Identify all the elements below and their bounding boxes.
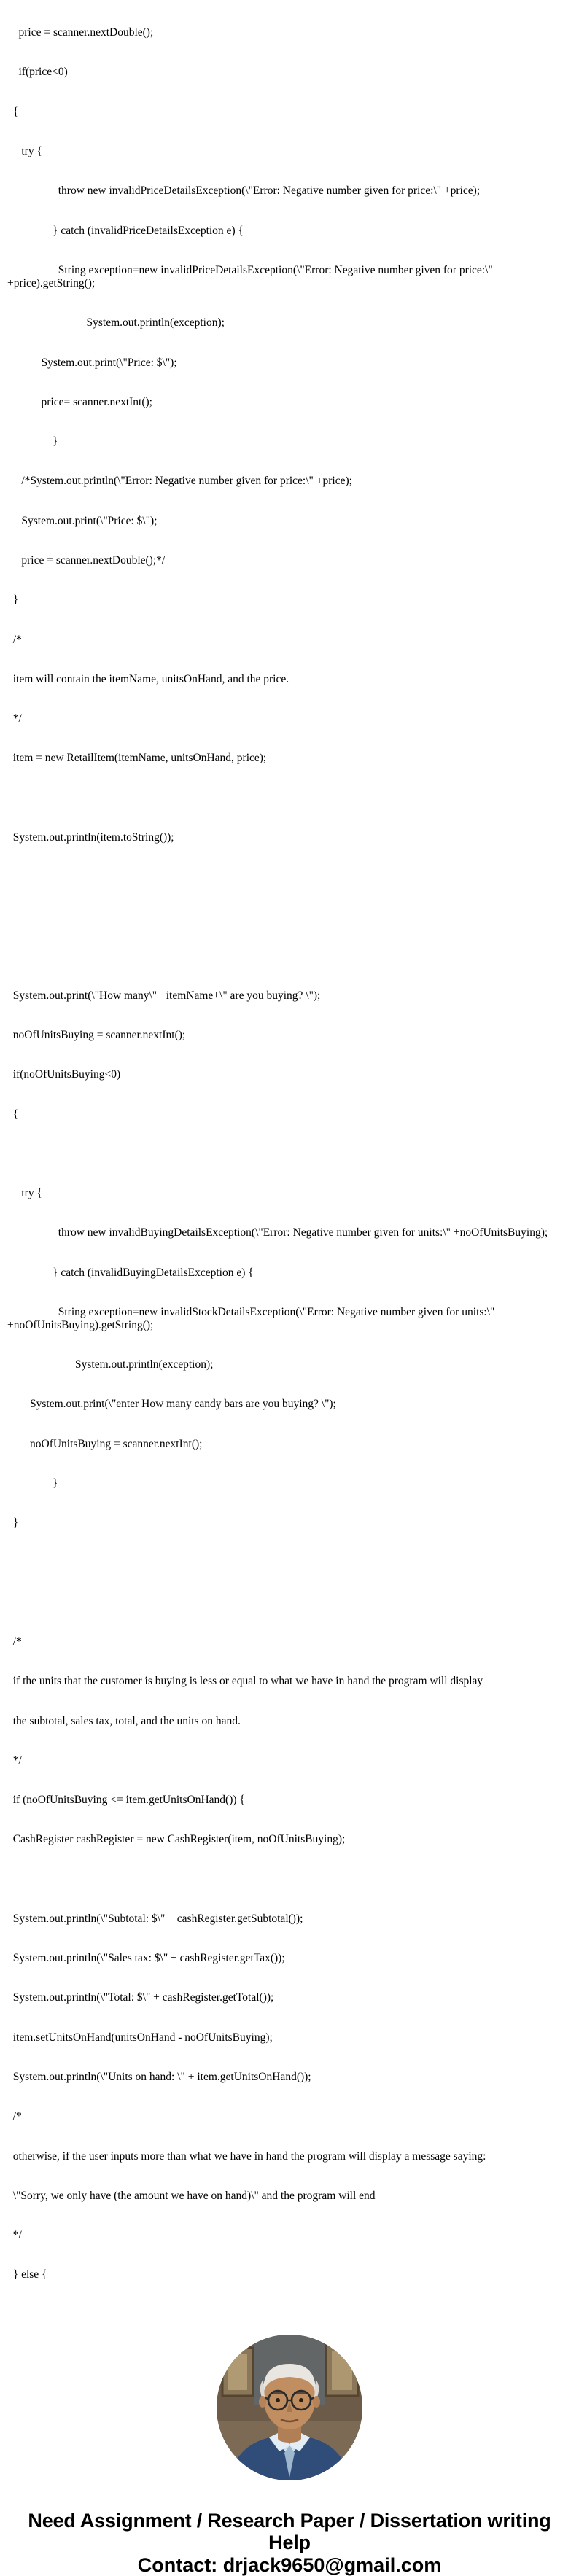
code-line: } catch (invalidBuyingDetailsException e) { bbox=[7, 1266, 254, 1279]
avatar bbox=[217, 2335, 362, 2480]
code-line bbox=[7, 949, 572, 962]
code-line bbox=[7, 1557, 572, 1570]
code-line: System.out.print(\"Price: $\"); bbox=[7, 514, 158, 527]
code-line: } else { bbox=[7, 2268, 47, 2281]
java-code-listing bbox=[7, 0, 572, 2308]
code-line bbox=[7, 1148, 572, 1161]
code-line: item will contain the itemName, unitsOnHand, and the price. bbox=[7, 672, 290, 685]
code-line: throw new invalidPriceDetailsException(\"Error: Negative number given for price:\" +price); bbox=[7, 184, 481, 198]
code-line: { bbox=[7, 1108, 19, 1121]
code-line: item = new RetailItem(itemName, unitsOnHand, price); bbox=[7, 752, 267, 765]
code-line: if (noOfUnitsBuying <= item.getUnitsOnHand()) { bbox=[7, 1794, 245, 1807]
code-line: System.out.print(\"enter How many candy bars are you buying? \"); bbox=[7, 1398, 336, 1411]
code-line: try { bbox=[7, 145, 42, 158]
code-line: } bbox=[7, 1517, 19, 1530]
code-line: if(price<0) bbox=[7, 66, 68, 79]
code-line: } bbox=[7, 594, 19, 607]
code-line bbox=[7, 871, 572, 884]
code-line: String exception=new invalidPriceDetailsException(\"Error: Negative number given for price:\" +price).getString(); bbox=[7, 263, 496, 289]
code-line: if the units that the customer is buying is less or equal to what we have in hand the program will display bbox=[7, 1675, 483, 1688]
code-line: } bbox=[7, 1477, 58, 1490]
code-line: otherwise, if the user inputs more than what we have in hand the program will display a message saying: bbox=[7, 2149, 486, 2163]
code-line: { bbox=[7, 105, 19, 118]
code-line: System.out.print(\"How many\" +itemName+\" are you buying? \"); bbox=[7, 989, 321, 1002]
code-line: System.out.println(\"Total: $\" + cashRegister.getTotal()); bbox=[7, 1991, 274, 2004]
code-line: System.out.println(\"Subtotal: $\" + cashRegister.getSubtotal()); bbox=[7, 1912, 303, 1925]
code-line: \"Sorry, we only have (the amount we have on hand)\" and the program will end bbox=[7, 2189, 376, 2202]
promo-block bbox=[7, 2510, 572, 2576]
code-line bbox=[7, 1596, 572, 1609]
code-line: System.out.println(exception); bbox=[7, 1358, 214, 1371]
code-line: the subtotal, sales tax, total, and the units on hand. bbox=[7, 1714, 241, 1727]
code-line: } bbox=[7, 435, 58, 448]
code-line: System.out.println(exception); bbox=[7, 316, 225, 330]
code-line: throw new invalidBuyingDetailsException(\"Error: Negative number given for units:\" +noOfUnitsBuying); bbox=[7, 1226, 548, 1240]
code-line: if(noOfUnitsBuying<0) bbox=[7, 1068, 121, 1081]
code-line: System.out.println(\"Sales tax: $\" + cashRegister.getTax()); bbox=[7, 1952, 285, 1965]
code-line: String exception=new invalidStockDetailsException(\"Error: Negative number given for units:\" +noOfUnitsBuying).getString(); bbox=[7, 1305, 498, 1331]
profile-photo-icon bbox=[217, 2335, 362, 2480]
code-line: System.out.print(\"Price: $\"); bbox=[7, 356, 177, 369]
code-line: CashRegister cashRegister = new CashRegister(item, noOfUnitsBuying); bbox=[7, 1833, 346, 1846]
code-line: try { bbox=[7, 1186, 42, 1199]
code-line bbox=[7, 910, 572, 923]
code-line: System.out.println(item.toString()); bbox=[7, 830, 174, 844]
code-line: System.out.println(\"Units on hand: \" + item.getUnitsOnHand()); bbox=[7, 2070, 311, 2083]
avatar-container bbox=[7, 2335, 572, 2480]
code-line: price = scanner.nextDouble();*/ bbox=[7, 553, 166, 567]
code-line: */ bbox=[7, 712, 22, 725]
code-line bbox=[7, 792, 572, 805]
code-line: */ bbox=[7, 1754, 22, 1767]
code-line bbox=[7, 1873, 572, 1886]
code-line: item.setUnitsOnHand(unitsOnHand - noOfUnitsBuying); bbox=[7, 2031, 273, 2044]
promo-headline: Need Assignment / Research Paper / Dissertation writing Help bbox=[28, 2509, 551, 2553]
code-line: price= scanner.nextInt(); bbox=[7, 395, 152, 408]
code-line: noOfUnitsBuying = scanner.nextInt(); bbox=[7, 1437, 203, 1450]
code-line: } catch (invalidPriceDetailsException e) { bbox=[7, 224, 244, 237]
promo-contact: Contact: drjack9650@gmail.com bbox=[137, 2553, 442, 2576]
code-line: /*System.out.println(\"Error: Negative number given for price:\" +price); bbox=[7, 475, 352, 488]
code-line: price = scanner.nextDouble(); bbox=[7, 26, 154, 39]
code-line: /* bbox=[7, 2110, 22, 2123]
code-line: /* bbox=[7, 633, 22, 646]
code-line: noOfUnitsBuying = scanner.nextInt(); bbox=[7, 1028, 186, 1041]
code-line: */ bbox=[7, 2229, 22, 2242]
code-line: /* bbox=[7, 1635, 22, 1648]
